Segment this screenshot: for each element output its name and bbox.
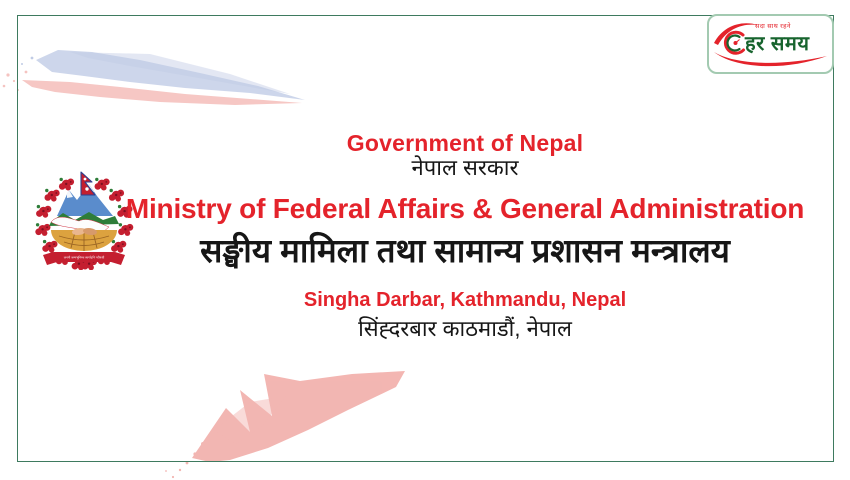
government-of-nepal-en: Government of Nepal xyxy=(346,130,584,156)
logo-wordmark: हर समय xyxy=(745,33,810,55)
ministry-title-np: सङ्घीय मामिला तथा सामान्य प्रशासन मन्त्रालय xyxy=(200,232,730,269)
address-en: Singha Darbar, Kathmandu, Nepal xyxy=(303,289,627,311)
address-np: सिंह्दरबार काठमाडौं, नेपाल xyxy=(358,316,572,341)
government-of-nepal-np: नेपाल सरकार xyxy=(411,155,519,180)
nepal-flag xyxy=(81,172,95,195)
logo-tagline: सदा साथ रहने xyxy=(755,23,791,30)
har-samay-logo xyxy=(707,14,834,74)
nepal-emblem xyxy=(33,170,135,270)
ministry-title-en: Ministry of Federal Affairs & General Administration xyxy=(125,193,805,224)
emblem-motto: जननी जन्मभूमिश्च स्वर्गादपि गरीयसी xyxy=(63,255,105,260)
